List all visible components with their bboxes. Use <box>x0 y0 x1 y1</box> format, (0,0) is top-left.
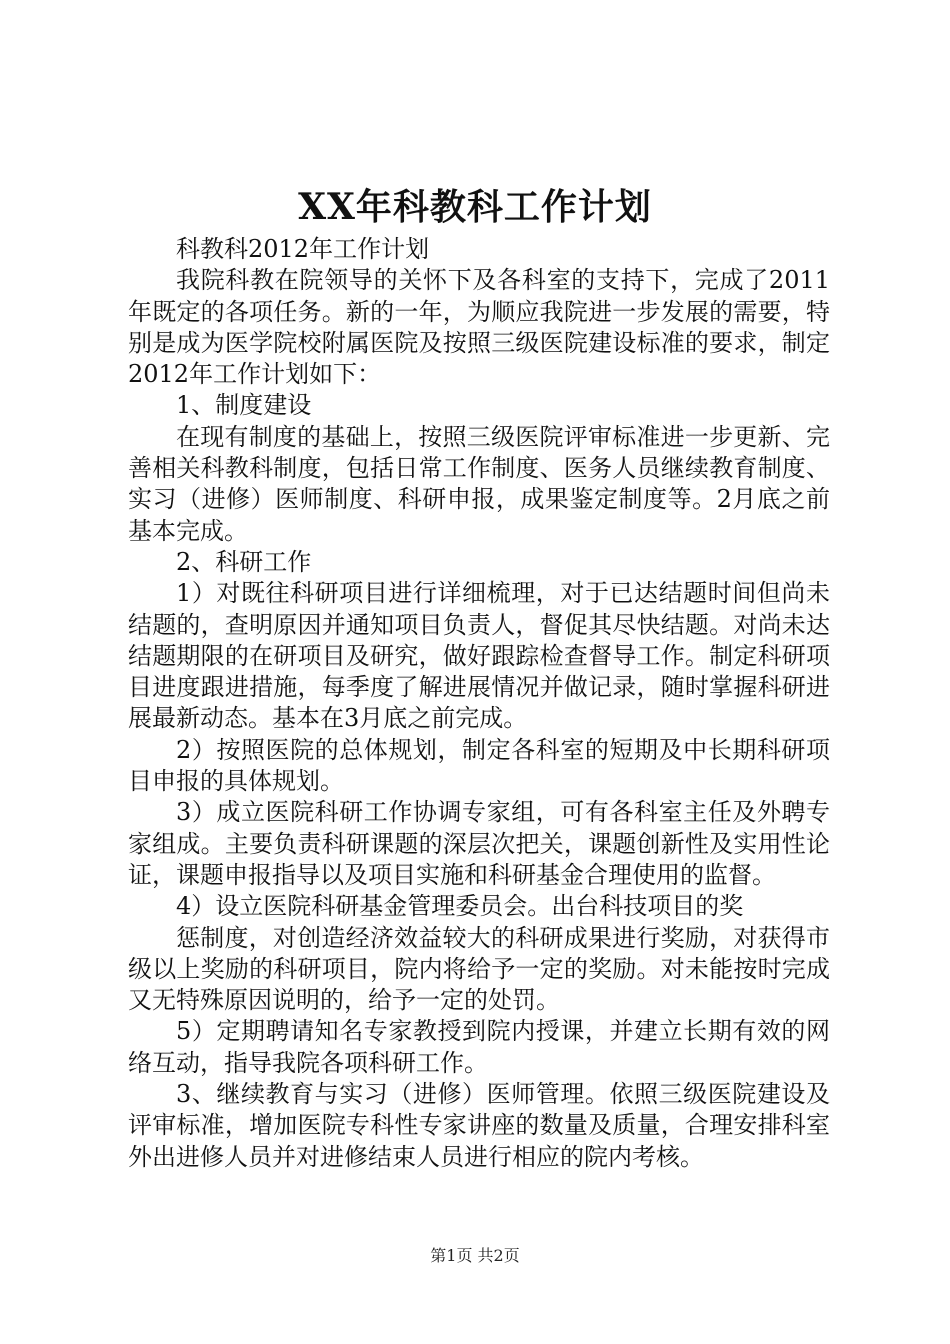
paragraph-research-item-2: 2）按照医院的总体规划，制定各科室的短期及中长期科研项目申报的具体规划。 <box>128 735 830 796</box>
paragraph-research-item-1: 1）对既往科研项目进行详细梳理，对于已达结题时间但尚未结题的，查明原因并通知项目负责人，督促其尽快结题。对尚未达结题期限的在研项目及研究，做好跟踪检查督导工作。制定科研项目进度跟进措施，每季度了解进展情况并做记录，随时掌握科研进展最新动态。基本在3月底之前完成。 <box>128 579 830 733</box>
heading-research-work: 2、科研工作 <box>176 547 312 576</box>
paragraph-subtitle: 科教科2012年工作计划 <box>176 235 430 263</box>
document-body <box>128 234 830 1173</box>
paragraph-system-building: 在现有制度的基础上，按照三级医院评审标准进一步更新、完善相关科教科制度，包括日常工作制度、医务人员继续教育制度、实习（进修）医师制度、科研申报，成果鉴定制度等。2月底之前基本完成。 <box>128 422 830 545</box>
paragraph-continuing-education: 3、继续教育与实习（进修）医师管理。依照三级医院建设及评审标准，增加医院专科性专家讲座的数量及质量，合理安排科室外出进修人员并对进修结束人员进行相应的院内考核。 <box>128 1080 830 1171</box>
document-title: XX年科教科工作计划 <box>298 186 652 228</box>
heading-system-building: 1、制度建设 <box>176 391 312 420</box>
paragraph-research-item-5: 5）定期聘请知名专家教授到院内授课，并建立长期有效的网络互动，指导我院各项科研工作。 <box>128 1017 830 1077</box>
page-footer: 第1页 共2页 <box>430 1246 520 1265</box>
paragraph-intro: 我院科教在院领导的关怀下及各科室的支持下，完成了2011年既定的各项任务。新的一年，为顺应我院进一步发展的需要，特别是成为医学院校附属医院及按照三级医院建设标准的要求，制定2012年工作计划如下： <box>128 266 830 389</box>
paragraph-research-item-4-cont: 惩制度，对创造经济效益较大的科研成果进行奖励，对获得市级以上奖励的科研项目，院内将给予一定的奖励。对未能按时完成又无特殊原因说明的，给予一定的处罚。 <box>128 923 830 1015</box>
paragraph-research-item-4: 4）设立医院科研基金管理委员会。出台科技项目的奖 <box>176 892 744 921</box>
paragraph-research-item-3: 3）成立医院科研工作协调专家组，可有各科室主任及外聘专家组成。主要负责科研课题的深层次把关，课题创新性及实用性论证，课题申报指导以及项目实施和科研基金合理使用的监督。 <box>128 798 830 889</box>
